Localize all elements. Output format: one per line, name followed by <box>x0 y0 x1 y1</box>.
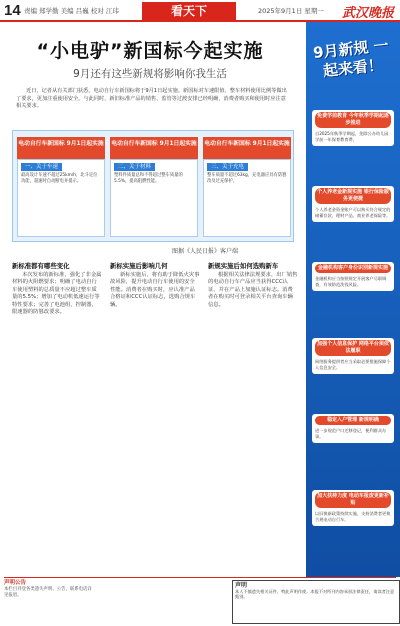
info-card-tag: 二、关于材料 <box>114 163 155 171</box>
sidebar-card <box>312 338 394 374</box>
page-number: 14 <box>4 2 21 19</box>
newspaper-brand: 武汉晚报 <box>341 6 394 21</box>
sidebar-card-text: 个人养老金资金账户可以购买符合规定的储蓄存款、理财产品、商业养老保险等。 <box>315 207 391 218</box>
lead-paragraph: 近日，记者从有关部门获悉，电动自行车新国标将于9月1日起实施。新国标对车速限值、整车材料使用比例等做出了要求，更加注重使用安全。与此同时，新旧标准产品的销售、监管等过渡安排已经明确，消费者购买和使用时应注意相关要求。 <box>16 88 287 109</box>
sidebar-card <box>312 490 394 526</box>
sidebar-card-title: 金融机构客户身份识别新规实施 <box>315 264 391 273</box>
infographic <box>12 130 294 242</box>
declaration-text: 本人不慎遗失相关证件，特此声明作废。本报不对所刊内容承担法律责任，请读者注意甄别。 <box>235 588 395 599</box>
sidebar-card <box>312 110 394 146</box>
sidebar-card-title: 个人养老金新规实施 银行保险服务更便捷 <box>315 188 391 204</box>
sidebar-card-title: 加强个人信息保护 网络平台须依法履职 <box>315 340 391 356</box>
info-card-header: 电动自行车新国标 9月1日起实施 <box>17 137 105 159</box>
sidebar-card <box>312 414 394 443</box>
info-card-body <box>203 159 291 237</box>
sidebar-card <box>312 262 394 291</box>
bottom-strip <box>4 577 396 624</box>
info-card <box>17 137 105 237</box>
info-card <box>203 137 291 237</box>
declaration-title: 声明 <box>235 582 248 589</box>
article-column <box>110 258 200 310</box>
info-card-header: 电动自行车新国标 9月1日起实施 <box>203 137 291 159</box>
info-card-tag: 一、关于车速 <box>21 163 62 171</box>
classified-ad <box>4 580 92 624</box>
sidebar-card-title: 加大扶持力度 电动车报废更新补贴 <box>315 492 391 508</box>
declaration-box <box>232 580 400 624</box>
column-body: 本次发布的新标准，强化了非金属材料的火阻燃要求；明确了电动自行车使用塑料的总质量不应超过整车质量的5.5%；增加了电动机低速运行等特性要求；完善了电池组、控制器、限速器的防篡改要求。 <box>12 272 102 316</box>
info-card-text: 最高设计车速不超过25km/h，北斗定位功能，超速时自动断电并提示。 <box>21 173 98 184</box>
sidebar-card-text: 进一步规范户口迁移登记，便利群众办事。 <box>315 428 387 439</box>
sidebar-card-title: 稳定入户管理 新规明确 <box>315 416 391 425</box>
info-card-body <box>17 159 105 237</box>
subheadline: 9月还有这些新规将影响你我生活 <box>73 68 227 80</box>
sidebar-card-title: 免费学前教育 今年秋季学期起逐步推进 <box>315 112 391 128</box>
info-card <box>110 137 198 237</box>
info-card-body <box>110 159 198 237</box>
editor-credits: 责编 郑学勤 美编 吕巍 校对 江玮 <box>24 7 119 15</box>
column-heading: 新规实施后如何选购新车 <box>208 262 279 270</box>
article-column <box>208 258 298 310</box>
new-rules-sidebar <box>306 22 400 577</box>
column-heading: 新标准都有哪些变化 <box>12 262 70 270</box>
article-column <box>12 258 102 317</box>
headline: “小电驴”新国标今起实施 <box>36 40 264 62</box>
column-heading: 新标实施后影响几何 <box>110 262 168 270</box>
ad-title: 声明公告 <box>4 580 27 586</box>
info-card-text: 整车质量不超过63kg，充电器应具有防篡改及过充保护。 <box>207 173 287 184</box>
sidebar-card-text: 以旧换新政策持续实施，支持消费者更换合规电动自行车。 <box>315 511 391 522</box>
info-card-tag: 三、关于充电 <box>207 163 248 171</box>
column-body: 根据相关法律法规要求，出厂销售的电动自行车产品应当获得CCC认证，并在产品上加施认证标志。消费者在购买时可登录相关平台查询车辆信息。 <box>208 272 298 308</box>
sidebar-card <box>312 186 394 222</box>
page-header <box>0 0 400 22</box>
section-tag: 看天下 <box>142 2 236 20</box>
info-card-text: 塑料件质量总和不得超过整车质量的5.5%，提高阻燃性能。 <box>114 173 183 184</box>
info-card-header: 电动自行车新国标 9月1日起实施 <box>110 137 198 159</box>
sidebar-card-text: 金融机构应当按照规定开展客户尽职调查，有效防范洗钱风险。 <box>315 276 387 287</box>
sidebar-card-text: 自2025年秋季学期起，免除公办幼儿园学前一年保育教育费。 <box>315 131 389 142</box>
ad-text: 本栏目刊登各类遗失声明、公告，联系电话详见报眉。 <box>4 587 92 598</box>
infographic-caption: 图据《人民日报》客户端 <box>172 248 239 255</box>
issue-date: 2025年9月1日 星期一 <box>258 7 324 15</box>
sidebar-card-text: 网络服务提供者应当采取必要措施保障个人信息安全。 <box>315 359 391 370</box>
column-body: 新标实施后，将有助于降低火灾事故风险，提升电动自行车使用的安全性能。消费者在购买时，应认准产品合格证和CCC认证标志，选购合规车辆。 <box>110 272 200 308</box>
sidebar-banner: 9月新规 一起来看！ <box>312 36 390 81</box>
